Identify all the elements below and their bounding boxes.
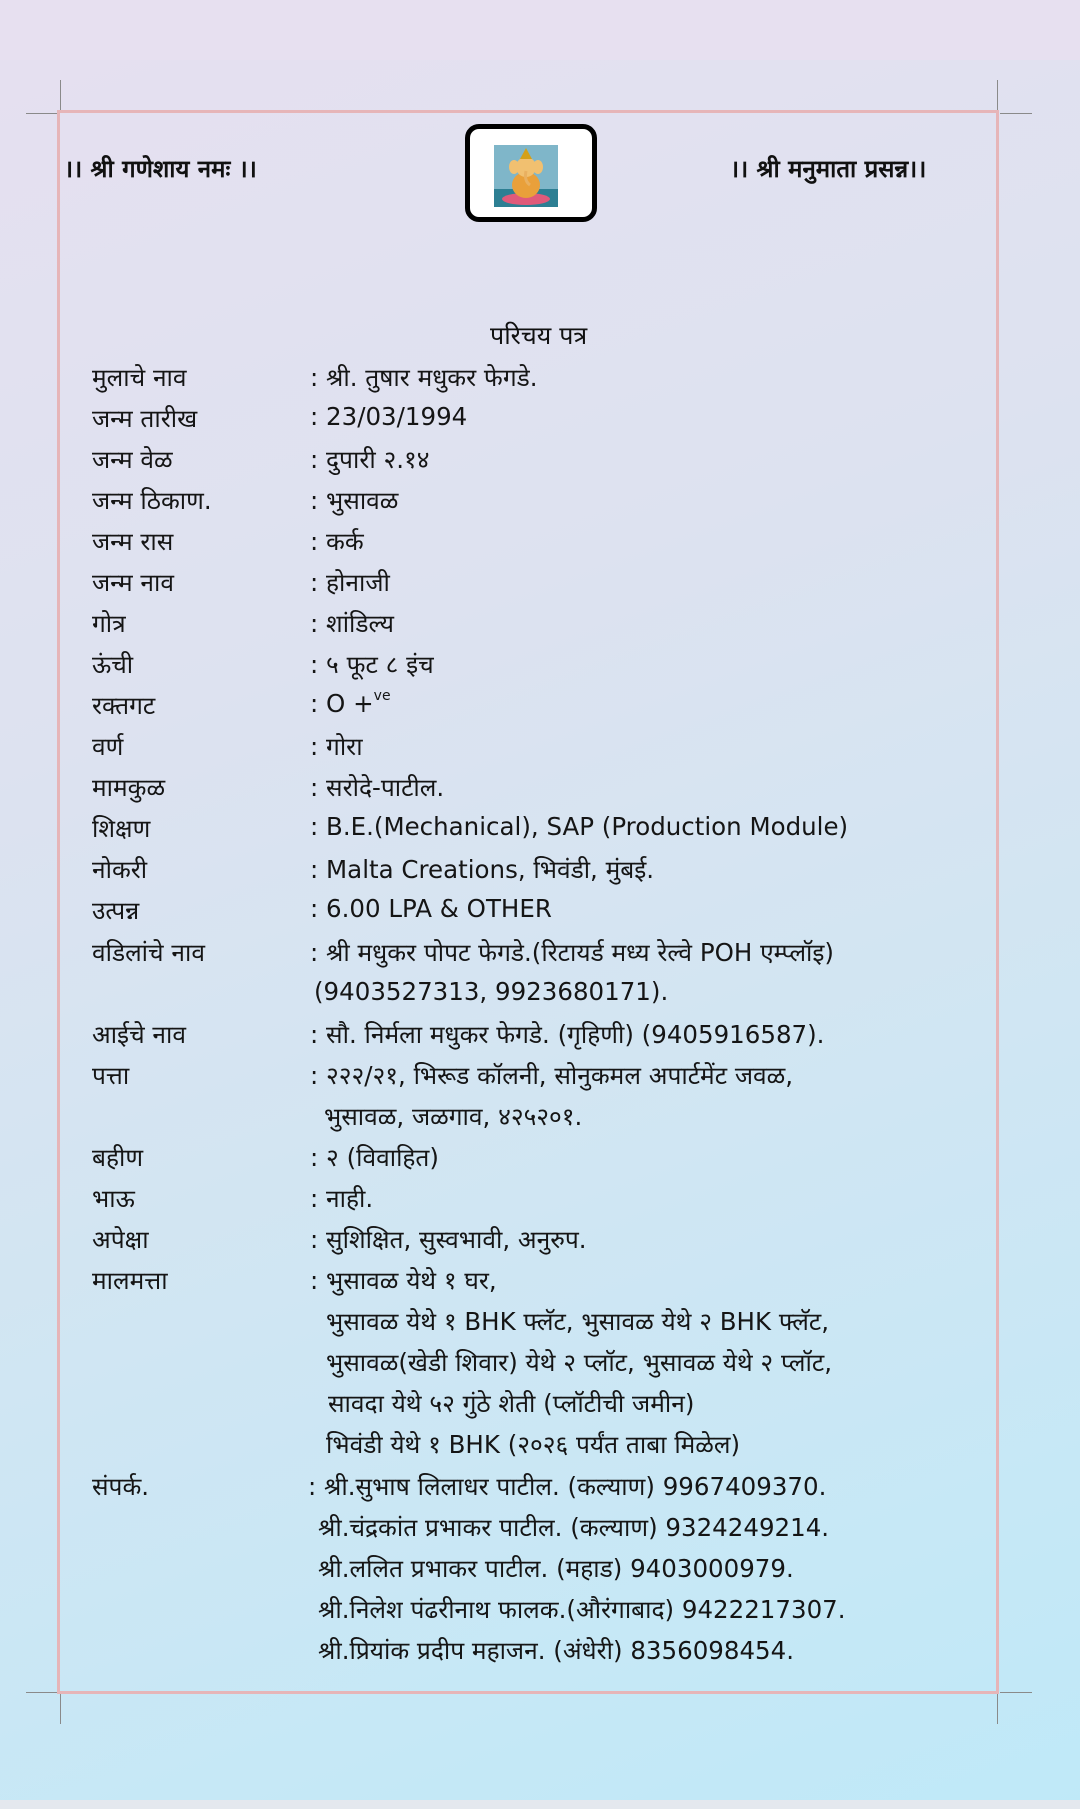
page-title: परिचय पत्र xyxy=(490,321,588,350)
field-label: संपर्क. xyxy=(92,1472,150,1501)
header-right-invocation: ।। श्री मनुमाता प्रसन्न।। xyxy=(730,155,927,183)
crop-mark xyxy=(60,80,61,110)
field-value: : २२२/२१, भिरूड कॉलनी, सोनुकमल अपार्टमेंट जवळ, xyxy=(310,1061,794,1090)
crop-mark xyxy=(997,1694,998,1724)
property-line: भिवंडी येथे १ BHK (२०२६ पर्यंत ताबा मिळेल) xyxy=(326,1430,741,1459)
field-value: : सुशिक्षित, सुस्वभावी, अनुरुप. xyxy=(310,1225,587,1254)
field-label: जन्म नाव xyxy=(92,568,174,597)
field-value: : श्री.सुभाष लिलाधर पाटील. (कल्याण) 9967409370. xyxy=(308,1472,827,1501)
field-value: : सौ. निर्मला मधुकर फेगडे. (गृहिणी) (9405916587). xyxy=(310,1020,825,1049)
field-value: : श्री. तुषार मधुकर फेगडे. xyxy=(310,363,538,392)
field-label: उत्पन्न xyxy=(92,896,140,925)
address-line-2: भुसावळ, जळगाव, ४२५२०१. xyxy=(324,1102,583,1131)
crop-mark xyxy=(26,113,60,114)
ganesha-icon xyxy=(494,145,558,207)
field-label: जन्म तारीख xyxy=(92,404,198,433)
field-label: गोत्र xyxy=(92,609,126,638)
field-label: नोकरी xyxy=(92,855,148,884)
field-label: रक्तगट xyxy=(92,691,156,720)
field-value: : Malta Creations, भिवंडी, मुंबई. xyxy=(310,855,655,884)
field-value: : सरोदे-पाटील. xyxy=(310,773,445,802)
field-label: मालमत्ता xyxy=(92,1266,168,1295)
field-label: मुलाचे नाव xyxy=(92,363,187,392)
crop-mark xyxy=(1000,113,1032,114)
field-value: : शांडिल्य xyxy=(310,609,394,638)
contact-line: श्री.निलेश पंढरीनाथ फालक.(औरंगाबाद) 9422217307. xyxy=(318,1595,846,1624)
field-value: : 23/03/1994 xyxy=(310,402,468,431)
bottom-band xyxy=(0,1800,1080,1809)
field-value: : B.E.(Mechanical), SAP (Production Module) xyxy=(310,812,849,841)
field-label: आईचे नाव xyxy=(92,1020,186,1049)
crop-mark xyxy=(60,1694,61,1724)
field-label: मामकुळ xyxy=(92,773,166,802)
field-label: जन्म ठिकाण. xyxy=(92,486,212,515)
property-line: भुसावळ येथे १ BHK फ्लॅट, भुसावळ येथे २ BHK फ्लॅट, xyxy=(326,1307,829,1336)
field-value: : नाही. xyxy=(310,1184,374,1213)
field-label: ऊंची xyxy=(92,650,134,679)
contact-line: श्री.प्रियांक प्रदीप महाजन. (अंधेरी) 8356098454. xyxy=(318,1636,795,1665)
contact-line: श्री.ललित प्रभाकर पाटील. (महाड) 9403000979. xyxy=(318,1554,794,1583)
field-value: : २ (विवाहित) xyxy=(310,1143,439,1172)
top-band xyxy=(0,0,1080,60)
field-value: : 6.00 LPA & OTHER xyxy=(310,894,552,923)
deity-photo-frame xyxy=(465,124,597,222)
field-label: जन्म रास xyxy=(92,527,174,556)
crop-mark xyxy=(1000,1692,1032,1693)
field-value: : होनाजी xyxy=(310,568,390,597)
field-label: वर्ण xyxy=(92,732,124,761)
field-label: बहीण xyxy=(92,1143,144,1172)
field-label: भाऊ xyxy=(92,1184,135,1213)
field-value: : कर्क xyxy=(310,527,364,556)
crop-mark xyxy=(997,80,998,110)
field-value: : गोरा xyxy=(310,732,363,761)
crop-mark xyxy=(26,1692,60,1693)
property-line: भुसावळ(खेडी शिवार) येथे २ प्लॉट, भुसावळ येथे २ प्लॉट, xyxy=(326,1348,833,1377)
header-left-invocation: ।। श्री गणेशाय नमः ।। xyxy=(64,155,257,183)
field-value: : भुसावळ येथे १ घर, xyxy=(310,1266,497,1295)
field-value: : भुसावळ xyxy=(310,486,399,515)
field-label: वडिलांचे नाव xyxy=(92,938,205,967)
field-value: : O +$^{ve}$ xyxy=(310,688,391,718)
property-line: सावदा येथे ५२ गुंठे शेती (प्लॉटीची जमीन) xyxy=(328,1389,695,1418)
field-value: : श्री मधुकर पोपट फेगडे.(रिटायर्ड मध्य रेल्वे POH एम्प्लॉइ) xyxy=(310,938,834,967)
field-label: पत्ता xyxy=(92,1061,130,1090)
field-value: : दुपारी २.१४ xyxy=(310,445,430,474)
blood-sign-superscript: ve xyxy=(373,688,391,704)
field-label: शिक्षण xyxy=(92,814,151,843)
father-phone: (9403527313, 9923680171). xyxy=(314,977,669,1006)
field-label: अपेक्षा xyxy=(92,1225,149,1254)
field-value: : ५ फूट ८ इंच xyxy=(310,650,434,679)
contact-line: श्री.चंद्रकांत प्रभाकर पाटील. (कल्याण) 9324249214. xyxy=(318,1513,830,1542)
field-label: जन्म वेळ xyxy=(92,445,173,474)
